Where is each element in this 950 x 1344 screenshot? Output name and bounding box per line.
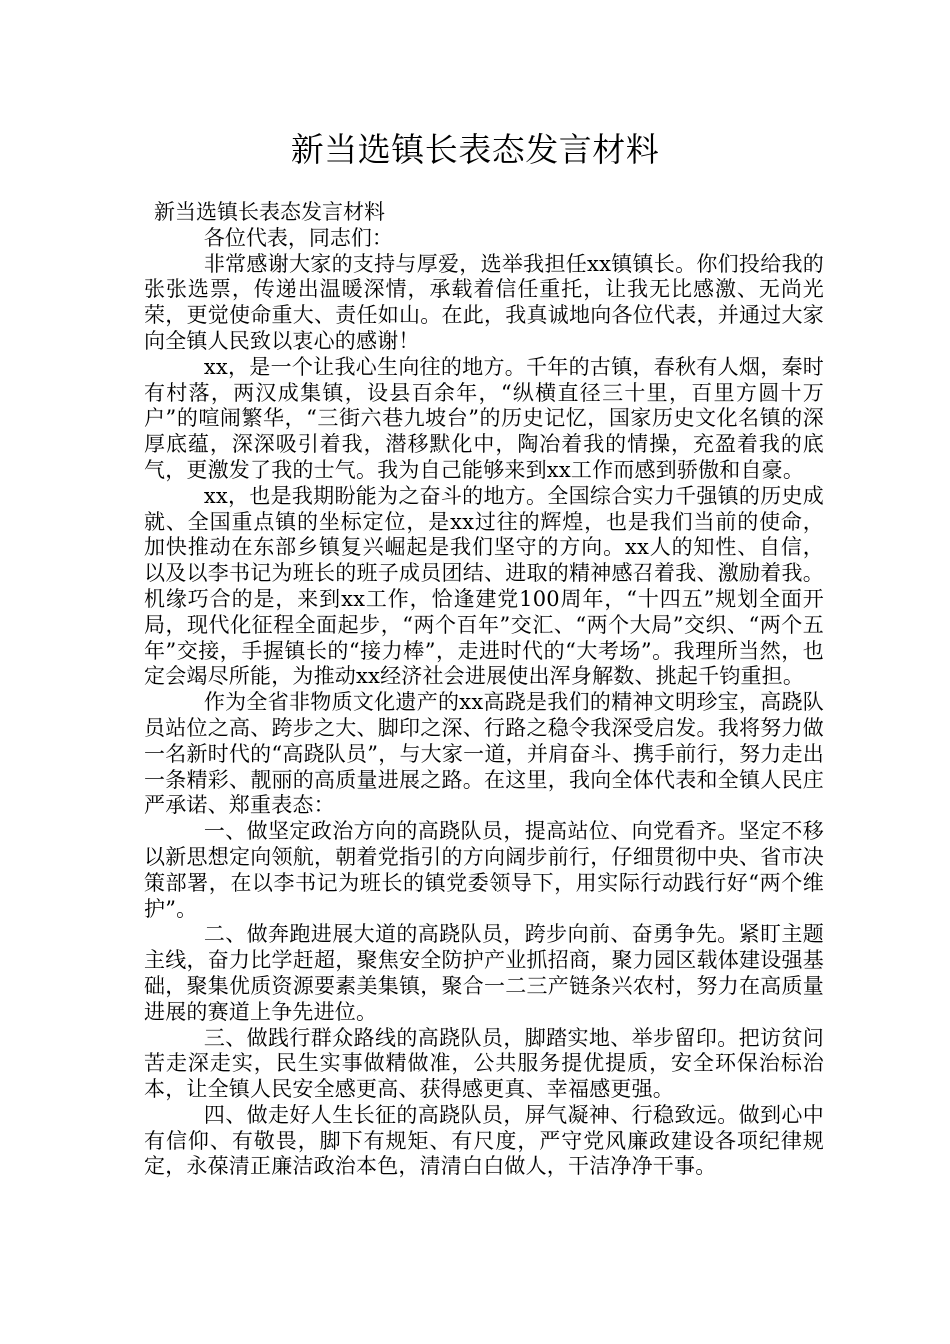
paragraph-thanks: 非常感谢大家的支持与厚爱，选举我担任xx镇镇长。你们投给我的张张选票，传递出温暖深情，承载着信任重托，让我无比感激、无尚光荣，更觉使命重大、责任如山。在此，我真诚地向各位代表，并通过大家向全镇人民致以衷心的感谢！ bbox=[144, 251, 824, 353]
paragraph-pledge-1: 一、做坚定政治方向的高跷队员，提高站位、向党看齐。坚定不移以新思想定向领航，朝着党指引的方向阔步前行，仔细贯彻中央、省市决策部署，在以李书记为班长的镇党委领导下，用实际行动践行好“两个维护”。 bbox=[144, 819, 824, 921]
paragraph-pledge-2: 二、做奔跑进展大道的高跷队员，跨步向前、奋勇争先。紧盯主题主线，奋力比学赶超，聚焦安全防护产业抓招商，聚力园区载体建设强基础，聚集优质资源要素美集镇，聚合一二三产链条兴农村，努力在高质量进展的赛道上争先进位。 bbox=[144, 922, 824, 1024]
paragraph-pledge-4: 四、做走好人生长征的高跷队员，屏气凝神、行稳致远。做到心中有信仰、有敬畏，脚下有规矩、有尺度，严守党风廉政建设各项纪律规定，永葆清正廉洁政治本色，清清白白做人，干洁净净干事。 bbox=[144, 1102, 824, 1179]
paragraph-town-history: xx，是一个让我心生向往的地方。千年的古镇，春秋有人烟，秦时有村落，两汉成集镇，设县百余年，“纵横直径三十里，百里方圆十万户”的喧闹繁华，“三街六巷九坡台”的历史记忆，国家历史文化名镇的深厚底蕴，深深吸引着我，潜移默化中，陶冶着我的情操，充盈着我的底气，更激发了我的士气。我为自己能够来到xx工作而感到骄傲和自豪。 bbox=[144, 354, 824, 482]
document-body bbox=[144, 200, 824, 1180]
document-title: 新当选镇长表态发言材料 bbox=[290, 130, 660, 169]
paragraph-stilts-heritage: 作为全省非物质文化遗产的xx高跷是我们的精神文明珍宝，高跷队员站位之高、跨步之大、脚印之深、行路之稳令我深受启发。我将努力做一名新时代的“高跷队员”，与大家一道，并肩奋斗、携手前行，努力走出一条精彩、靓丽的高质量进展之路。在这里，我向全体代表和全镇人民庄严承诺、郑重表态： bbox=[144, 690, 824, 818]
paragraph-pledge-3: 三、做践行群众路线的高跷队员，脚踏实地、举步留印。把访贫问苦走深走实，民生实事做精做准，公共服务提优提质，安全环保治标治本，让全镇人民安全感更高、获得感更真、幸福感更强。 bbox=[144, 1025, 824, 1102]
paragraph-mission: xx，也是我期盼能为之奋斗的地方。全国综合实力千强镇的历史成就、全国重点镇的坐标定位，是xx过往的辉煌，也是我们当前的使命，加快推动在东部乡镇复兴崛起是我们坚守的方向。xx人的知性、自信，以及以李书记为班长的班子成员团结、进取的精神感召着我、激励着我。机缘巧合的是，来到xx工作，恰逢建党100周年，“十四五”规划全面开局，现代化征程全面起步，“两个百年”交汇、“两个大局”交织、“两个五年”交接，手握镇长的“接力棒”，走进时代的“大考场”。我理所当然，也定会竭尽所能，为推动xx经济社会进展使出浑身解数、挑起千钧重担。 bbox=[144, 483, 824, 689]
document-subtitle: 新当选镇长表态发言材料 bbox=[154, 200, 385, 224]
salutation: 各位代表，同志们： bbox=[203, 225, 393, 250]
